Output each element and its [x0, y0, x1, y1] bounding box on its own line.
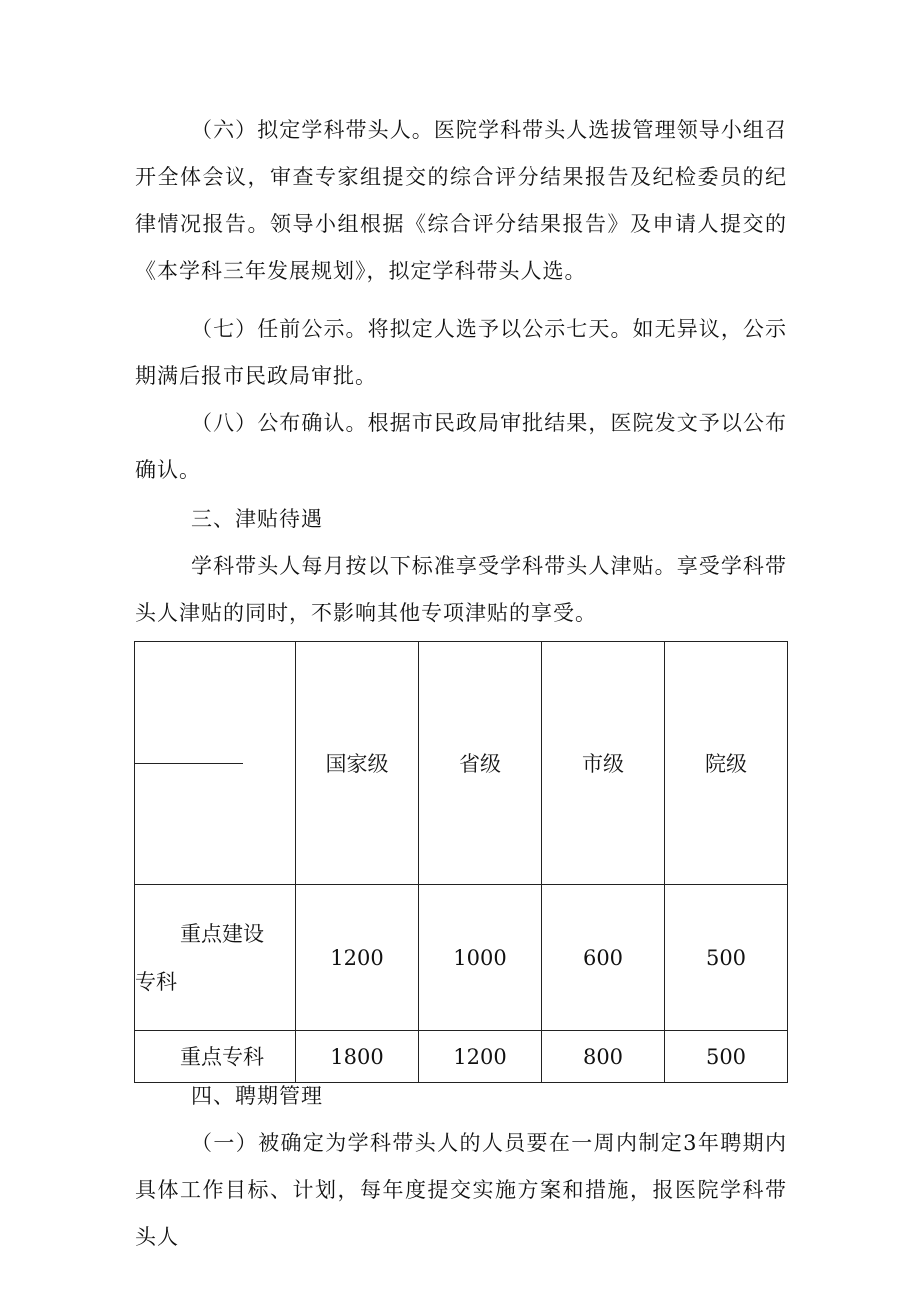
paragraph-six: （六）拟定学科带头人。医院学科带头人选拔管理领导小组召开全体会议，审查专家组提交的综合评分结果报告及纪检委员的纪律情况报告。领导小组根据《综合评分结果报告》及申请人提交的《本学科三年发展规划》，拟定学科带头人选。 — [135, 118, 787, 283]
table-corner-cell — [135, 642, 296, 885]
table-header-cell: 国家级 — [296, 642, 419, 885]
table-header-cell: 市级 — [542, 642, 665, 885]
table-header-cell: 院级 — [665, 642, 788, 885]
table-cell: 800 — [542, 1031, 665, 1083]
section-3-heading: 三、津贴待遇 — [191, 507, 323, 531]
table-cell: 1200 — [419, 1031, 542, 1083]
paragraph-seven: （七）任前公示。将拟定人选予以公示七天。如无异议，公示期满后报市民政局审批。 — [135, 317, 787, 388]
row-label-line2: 专科 — [135, 969, 177, 994]
table-cell: 600 — [542, 885, 665, 1031]
table-cell: 500 — [665, 885, 788, 1031]
section-3-text: 学科带头人每月按以下标准享受学科带头人津贴。享受学科带头人津贴的同时，不影响其他专项津贴的享受。 — [135, 554, 787, 625]
allowance-table — [134, 641, 788, 1083]
table-header-row — [135, 642, 788, 885]
corner-line — [135, 763, 243, 764]
row-label-line1: 重点建设 — [180, 921, 264, 946]
table-cell: 1000 — [419, 885, 542, 1031]
table-header-cell: 省级 — [419, 642, 542, 885]
table-row — [135, 885, 788, 1031]
paragraph-eight: （八）公布确认。根据市民政局审批结果，医院发文予以公布确认。 — [135, 411, 787, 482]
table-cell: 500 — [665, 1031, 788, 1083]
row-label-line1: 重点专科 — [180, 1044, 264, 1069]
table-cell: 1200 — [296, 885, 419, 1031]
table-cell: 1800 — [296, 1031, 419, 1083]
section-4-text: （一）被确定为学科带头人的人员要在一周内制定3年聘期内具体工作目标、计划，每年度提交实施方案和措施，报医院学科带头人 — [135, 1131, 787, 1249]
row-label-cell — [135, 885, 296, 1031]
section-4-heading: 四、聘期管理 — [191, 1084, 323, 1108]
